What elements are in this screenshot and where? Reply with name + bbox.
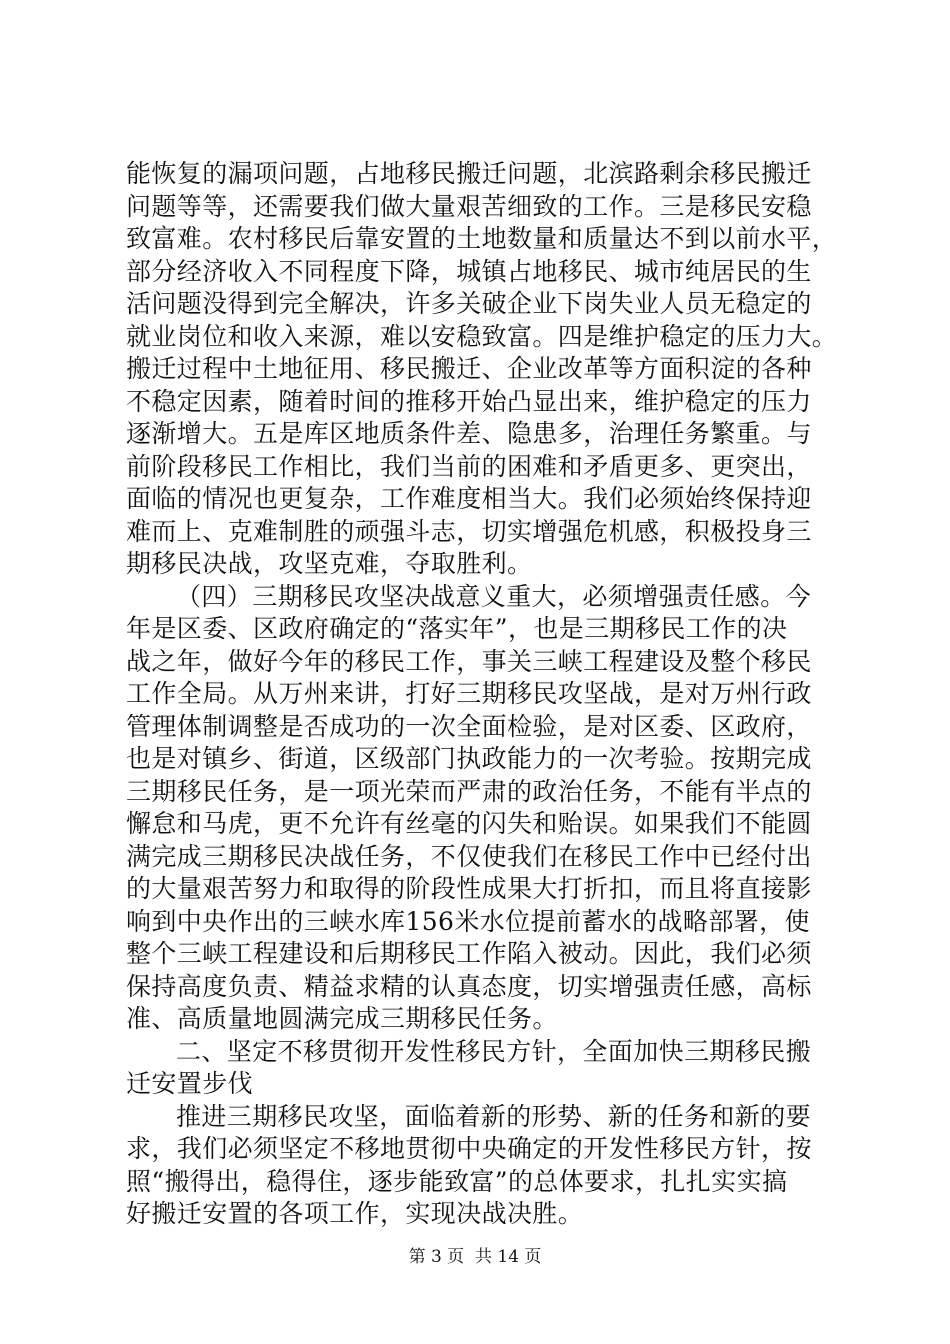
- text-line: 部分经济收入不同程度下降，城镇占地移民、城市纯居民的生: [126, 256, 812, 286]
- text-line: 满完成三期移民决战任务，不仅使我们在移民工作中已经付出: [126, 841, 812, 871]
- text-line: 搬迁过程中土地征用、移民搬迁、企业改革等方面积淀的各种: [126, 354, 812, 383]
- text-line: 前阶段移民工作相比，我们当前的困难和矛盾更多、更突出，: [126, 451, 812, 481]
- text-line: 准、高质量地圆满完成三期移民任务。: [126, 1004, 558, 1033]
- text-line: 管理体制调整是否成功的一次全面检验，是对区委、区政府，: [126, 711, 812, 741]
- text-line: 整个三峡工程建设和后期移民工作陷入被动。因此，我们必须: [126, 939, 812, 968]
- text-line: 三期移民任务，是一项光荣而严肃的政治任务，不能有半点的: [126, 776, 812, 806]
- text-line: 期移民决战，攻坚克难，夺取胜利。: [126, 549, 533, 578]
- text-line: 逐渐增大。五是库区地质条件差、隐患多，治理任务繁重。与: [126, 419, 812, 448]
- text-line: 就业岗位和收入来源，难以安稳致富。四是维护稳定的压力大。: [126, 321, 838, 351]
- section-heading-line: 二、坚定不移贯彻开发性移民方针，全面加快三期移民搬: [176, 1036, 812, 1066]
- paragraph-start-line: （四）三期移民攻坚决战意义重大，必须增强责任感。今: [176, 581, 812, 611]
- text-line: 能恢复的漏项问题，占地移民搬迁问题，北滨路剩余移民搬迁: [126, 159, 812, 188]
- page-number-label: 第 3 页 共 14 页: [408, 1247, 542, 1267]
- text-line: 不稳定因素，随着时间的推移开始凸显出来，维护稳定的压力: [126, 386, 812, 416]
- section-heading-line: 迁安置步伐: [126, 1069, 254, 1098]
- text-line: 致富难。农村移民后靠安置的土地数量和质量达不到以前水平，: [126, 224, 838, 253]
- text-line: 的大量艰苦努力和取得的阶段性成果大打折扣，而且将直接影: [126, 874, 812, 903]
- text-line: 照“搬得出，稳得住，逐步能致富”的总体要求，扎扎实实搞: [126, 1166, 788, 1196]
- text-line: 活问题没得到完全解决，许多关破企业下岗失业人员无稳定的: [126, 289, 812, 318]
- text-line: 问题等等，还需要我们做大量艰苦细致的工作。三是移民安稳: [126, 191, 812, 221]
- text-line: 求，我们必须坚定不移地贯彻中央确定的开发性移民方针，按: [126, 1134, 812, 1163]
- text-line: 年是区委、区政府确定的“落实年”，也是三期移民工作的决: [126, 614, 788, 643]
- text-line: 好搬迁安置的各项工作，实现决战决胜。: [126, 1199, 584, 1228]
- text-line: 也是对镇乡、街道，区级部门执政能力的一次考验。按期完成: [126, 744, 812, 773]
- document-body: [126, 158, 838, 1231]
- text-line: 难而上、克难制胜的顽强斗志，切实增强危机感，积极投身三: [126, 516, 812, 546]
- paragraph-start-line: 推进三期移民攻坚，面临着新的形势、新的任务和新的要: [176, 1101, 812, 1131]
- text-line: 懈怠和马虎，更不允许有丝毫的闪失和贻误。如果我们不能圆: [126, 809, 812, 838]
- text-line: 战之年，做好今年的移民工作，事关三峡工程建设及整个移民: [126, 646, 812, 676]
- text-line: 保持高度负责、精益求精的认真态度，切实增强责任感，高标: [126, 971, 812, 1001]
- text-line: 工作全局。从万州来讲，打好三期移民攻坚战，是对万州行政: [126, 679, 812, 708]
- text-line: 响到中央作出的三峡水库156米水位提前蓄水的战略部署，使: [126, 906, 810, 936]
- page-footer: [0, 1242, 950, 1267]
- text-line: 面临的情况也更复杂，工作难度相当大。我们必须始终保持迎: [126, 484, 812, 513]
